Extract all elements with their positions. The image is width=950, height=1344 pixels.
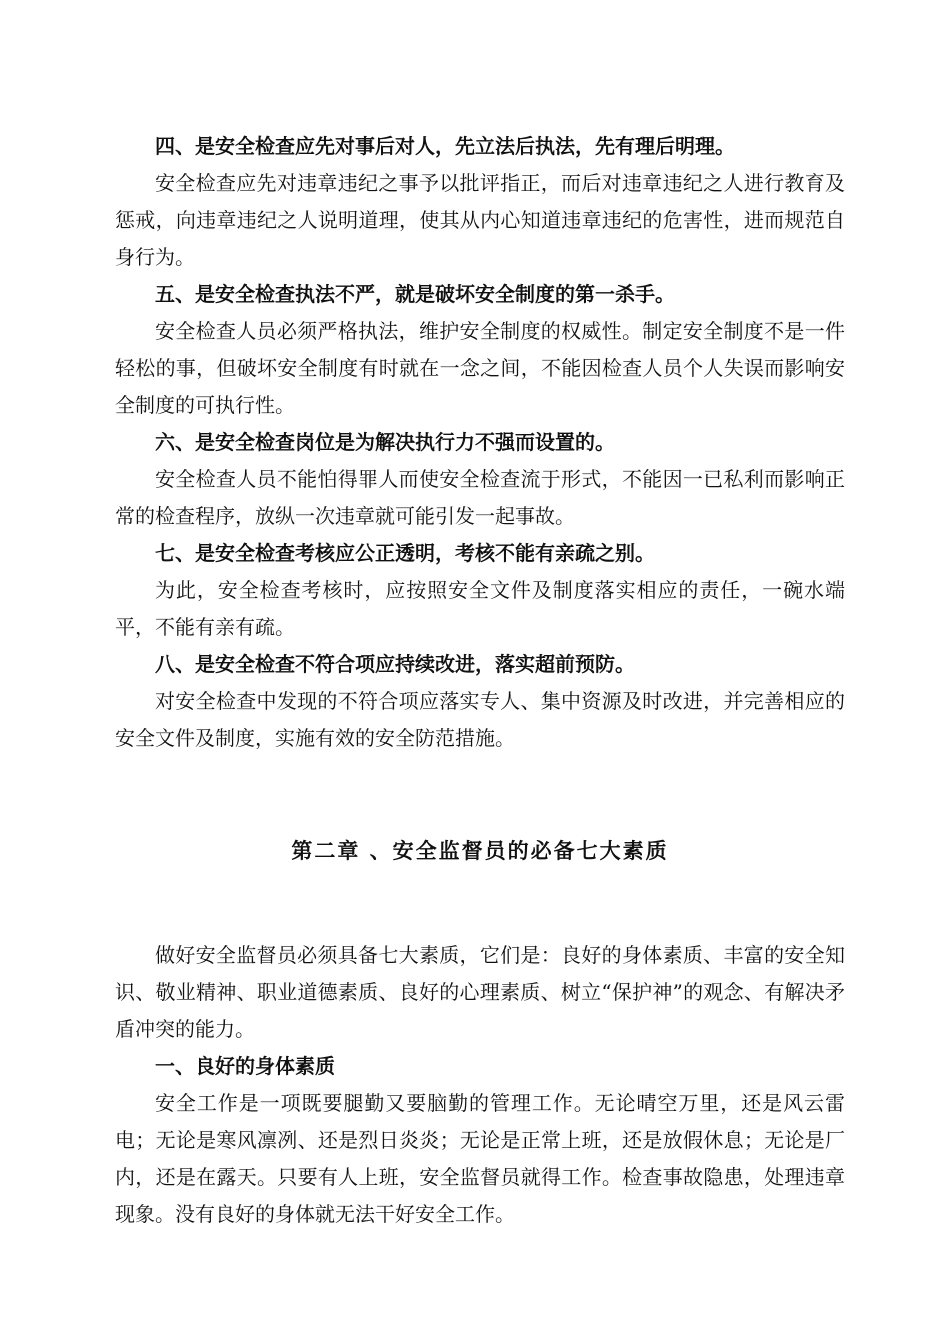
chapter-title: 第二章 、安全监督员的必备七大素质 [291, 839, 669, 863]
section-body-8: 对安全检查中发现的不符合项应落实专人、集中资源及时改进，并完善相应的安全文件及制度，实施有效的安全防范措施。 [115, 689, 845, 750]
section-heading-4: 四、是安全检查应先对事后对人，先立法后执法，先有理后明理。 [155, 134, 735, 158]
section-heading-5: 五、是安全检查执法不严，就是破坏安全制度的第一杀手。 [155, 282, 675, 306]
section-body-6: 安全检查人员不能怕得罪人而使安全检查流于形式，不能因一已私利而影响正常的检查程序，放纵一次违章就可能引发一起事故。 [115, 467, 845, 528]
chapter-intro: 做好安全监督员必须具备七大素质，它们是：良好的身体素质、丰富的安全知识、敬业精神、职业道德素质、良好的心理素质、树立“保护神”的观念、有解决矛盾冲突的能力。 [115, 943, 845, 1041]
chapter-section-heading-1: 一、良好的身体素质 [155, 1054, 335, 1078]
document-page [115, 128, 845, 1233]
section-heading-6: 六、是安全检查岗位是为解决执行力不强而设置的。 [155, 430, 615, 454]
section-body-5: 安全检查人员必须严格执法，维护安全制度的权威性。制定安全制度不是一件轻松的事，但破坏安全制度有时就在一念之间，不能因检查人员个人失误而影响安全制度的可执行性。 [115, 319, 845, 417]
chapter-section-body-1: 安全工作是一项既要腿勤又要脑勤的管理工作。无论晴空万里，还是风云雷电；无论是寒风凛冽、还是烈日炎炎；无论是正常上班，还是放假休息；无论是厂内，还是在露天。只要有人上班，安全监督员就得工作。检查事故隐患，处理违章现象。没有良好的身体就无法干好安全工作。 [115, 1091, 845, 1226]
section-body-7: 为此，安全检查考核时，应按照安全文件及制度落实相应的责任，一碗水端平，不能有亲有疏。 [115, 578, 845, 639]
spacer [115, 757, 845, 831]
section-body-4: 安全检查应先对违章违纪之事予以批评指正，而后对违章违纪之人进行教育及惩戒，向违章违纪之人说明道理，使其从内心知道违章违纪的危害性，进而规范自身行为。 [115, 171, 845, 269]
section-heading-8: 八、是安全检查不符合项应持续改进，落实超前预防。 [155, 652, 635, 676]
spacer [115, 871, 845, 937]
section-heading-7: 七、是安全检查考核应公正透明，考核不能有亲疏之别。 [155, 541, 655, 565]
